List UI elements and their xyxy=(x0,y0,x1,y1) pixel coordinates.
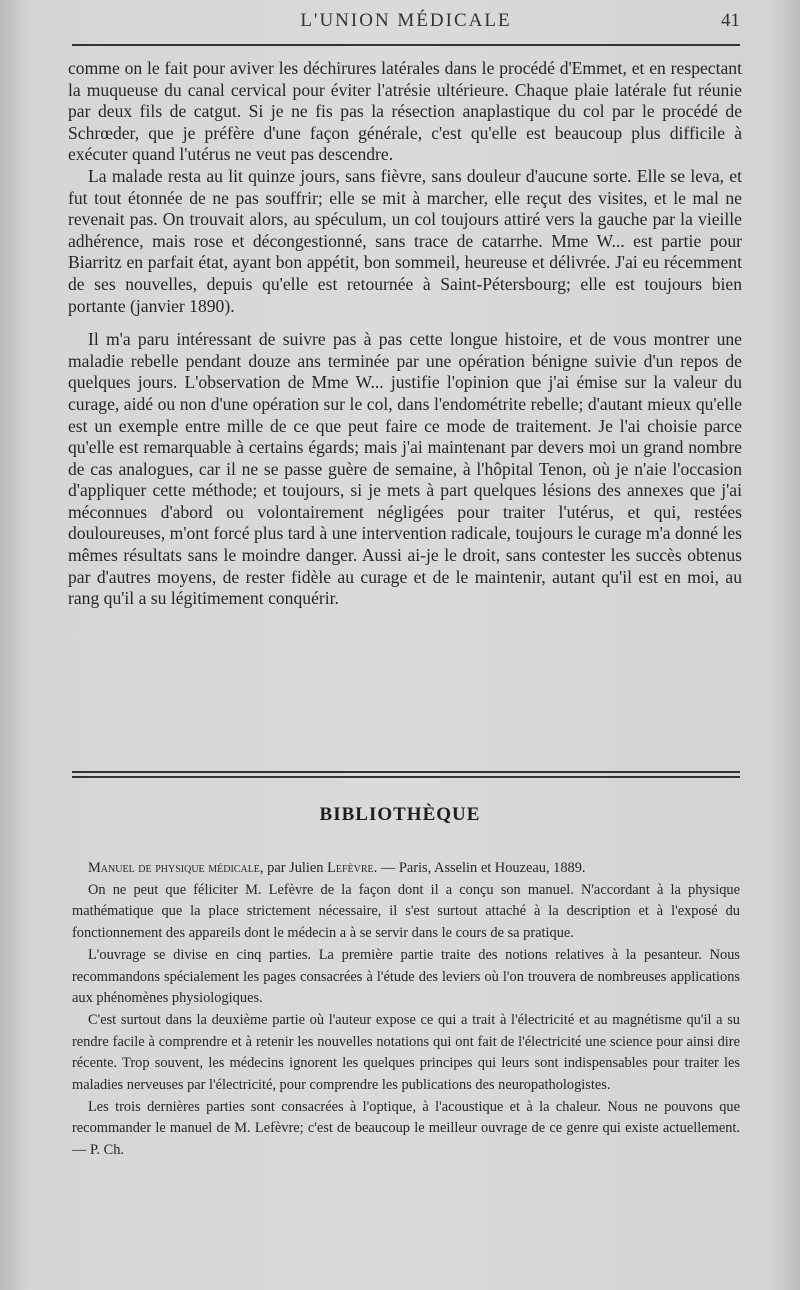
article-paragraph: Il m'a paru intéressant de suivre pas à pas cette longue histoire, et de vous montrer une maladie rebelle pendant douze ans terminée par une opération bénigne suivie d'un repos de quelques jours. L'observation de Mme W... justifie l'opinion que j'ai émise sur la valeur du curage, aidé ou non d'une opération sur le col, dans l'endométrite rebelle; d'autant mieux qu'elle est un exemple entre mille de ce que peut faire ce mode de traitement. Je l'ai choisie parce qu'elle est remarquable à certains égards; mais j'ai maintenant par devers moi un grand nombre de cas analogues, car il ne se passe guère de semaine, à l'hôpital Tenon, où je n'aie l'occasion d'appliquer cette méthode; et toujours, si je mets à part quelques lésions des annexes que j'ai méconnues d'abord ou volontairement négligées pour traiter l'utérus, et qui, restées douloureuses, m'ont forcé plus tard à une intervention radicale, toujours le curage m'a donné les mêmes résultats sans le moindre danger. Aussi ai-je le droit, sans contester les succès obtenus par d'autres moyens, de rester fidèle au curage et de le maintenir, autant qu'il est en moi, au rang qu'il a su légitimement conquérir. xyxy=(68,329,742,609)
article-paragraph: comme on le fait pour aviver les déchirures latérales dans le procédé d'Emmet, et en respectant la muqueuse du canal cervical pour éviter l'atrésie ultérieure. Chaque plaie latérale fut réunie par deux fils de catgut. Si je ne fis pas la résection anaplastique du col par le procédé de Schrœder, que je préfère d'une façon générale, c'est qu'elle est beaucoup plus difficile à exécuter quand l'utérus ne veut pas descendre. xyxy=(68,58,742,165)
section-divider xyxy=(72,771,740,778)
header-rule xyxy=(72,44,740,46)
book-review xyxy=(72,858,740,1162)
paragraph-gap xyxy=(68,317,742,329)
review-paragraph: Les trois dernières parties sont consacrées à l'optique, à l'acoustique et à la chaleur. Nous ne pouvons que recommander le manuel de M. Lefèvre; c'est de beaucoup le meilleur ouvrage de ce genre qui existe actuellement. — P. Ch. xyxy=(72,1098,740,1159)
author-name: Lefèvre. xyxy=(327,860,378,876)
review-paragraph: On ne peut que féliciter M. Lefèvre de la façon dont il a conçu son manuel. N'accordant à la physique mathématique que la place strictement nécessaire, il s'est surtout attaché à la description et à l'exposé du fonctionnement des appareils dont le médecin a à se servir dans le cours de sa pratique. xyxy=(72,881,740,942)
book-title: Manuel de physique médicale, xyxy=(88,860,264,876)
author-prefix: par Julien xyxy=(267,860,324,876)
publisher: — Paris, Asselin et Houzeau, 1889. xyxy=(380,860,586,876)
section-title: BIBLIOTHÈQUE xyxy=(319,804,481,825)
page-header xyxy=(72,10,740,40)
review-paragraph: C'est surtout dans la deuxième partie où l'auteur expose ce qui a trait à l'électricité et au magnétisme qu'il a su rendre facile à comprendre et à retenir les nouvelles notations qui ont fait de l'électricité une science pour ainsi dire récente. Trop souvent, les médecins ignorent les quelques principes qui leurs sont indispensables pour traiter les maladies nerveuses par l'électricité, pour comprendre les publications des neuropathologistes. xyxy=(72,1011,740,1094)
review-paragraph: L'ouvrage se divise en cinq parties. La première partie traite des notions relatives à la pesanteur. Nous recommandons spécialement les pages consacrées à l'étude des leviers où l'on trouvera de nombreuses applications aux phénomènes physiologiques. xyxy=(72,946,740,1007)
page-number: 41 xyxy=(721,10,740,31)
article-paragraph: La malade resta au lit quinze jours, sans fièvre, sans douleur d'aucune sorte. Elle se leva, et fut tout étonnée de ne pas souffrir; elle se mit à marcher, elle reçut des visites, et le mal ne revenait pas. On trouvait alors, au spéculum, un col toujours attiré vers la gauche par la vieille adhérence, mais rose et décongestionné, sans trace de catarrhe. Mme W... est partie pour Biarritz en parfait état, ayant bon appétit, bon sommeil, heureuse et délivrée. J'ai eu récemment de ses nouvelles, depuis qu'elle est retournée à Saint-Pétersbourg; elle est toujours bien portante (janvier 1890). xyxy=(68,165,742,316)
article-body xyxy=(68,58,742,610)
running-title: L'UNION MÉDICALE xyxy=(300,10,512,31)
review-citation xyxy=(72,858,740,880)
